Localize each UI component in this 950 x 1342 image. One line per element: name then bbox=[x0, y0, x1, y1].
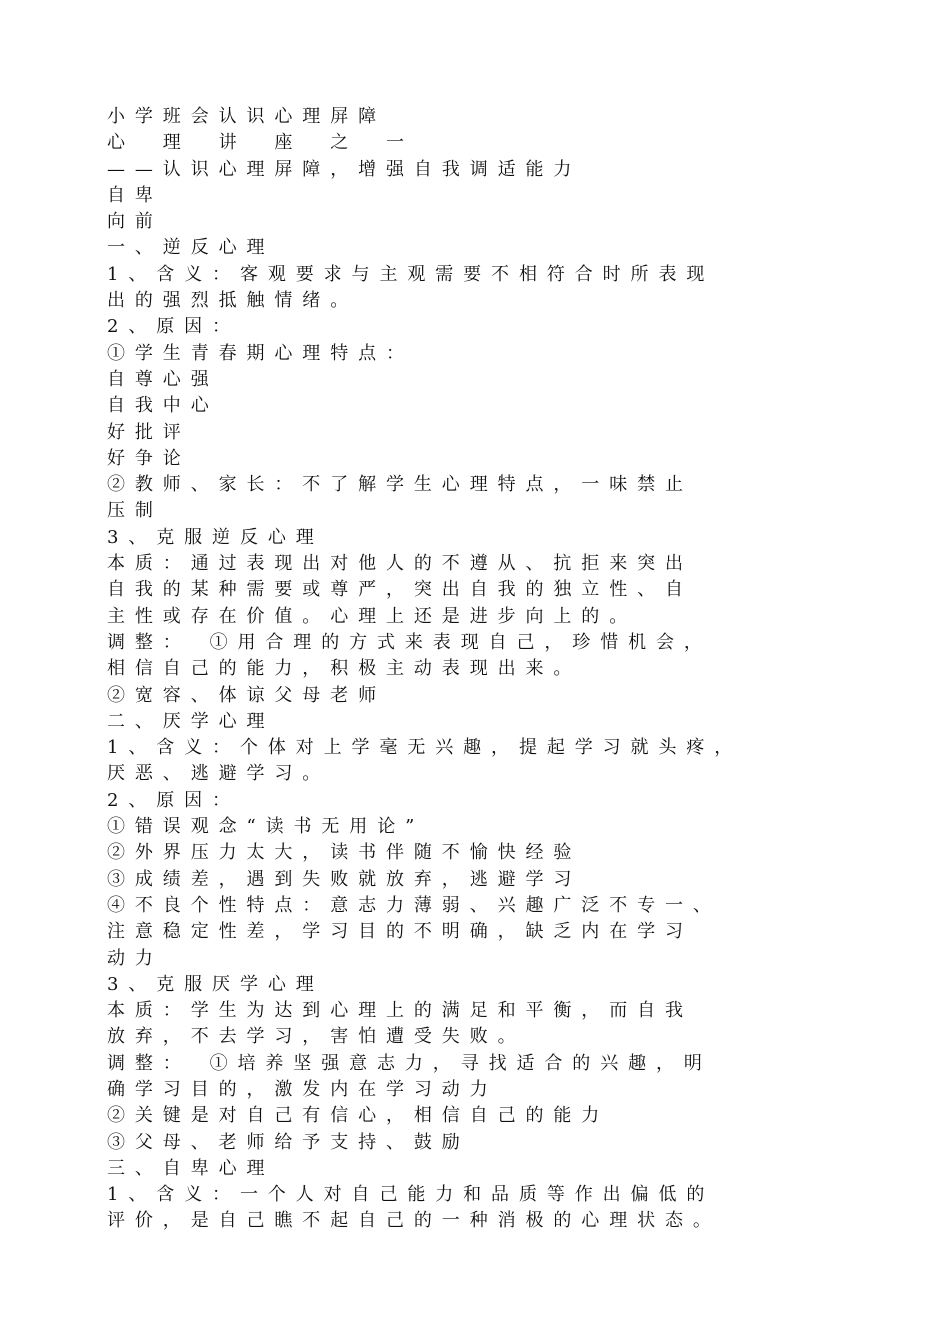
text-line: 动力 bbox=[107, 947, 163, 969]
text-line: ①错误观念“读书无用论” bbox=[107, 816, 425, 838]
text-line: 压制 bbox=[107, 500, 163, 522]
text-line: 2、原因： bbox=[107, 789, 240, 811]
text-line: 自我中心 bbox=[107, 395, 219, 417]
text-line: ③父母、老师给予支持、鼓励 bbox=[107, 1131, 470, 1153]
text-line: ①学生青春期心理特点： bbox=[107, 342, 414, 364]
text-line: ②教师、家长：不了解学生心理特点，一味禁止 bbox=[107, 474, 693, 496]
text-line: 向前 bbox=[107, 211, 163, 233]
text-line: ②关键是对自己有信心，相信自己的能力 bbox=[107, 1105, 610, 1127]
text-line: 注意稳定性差，学习目的不明确，缺乏内在学习 bbox=[107, 921, 693, 943]
text-line: 自我的某种需要或尊严，突出自我的独立性、自 bbox=[107, 579, 693, 601]
text-line: 一、逆反心理 bbox=[107, 237, 275, 259]
text-line: 出的强烈抵触情绪。 bbox=[107, 290, 359, 312]
text-line: 评价，是自己瞧不起自己的一种消极的心理状态。 bbox=[107, 1210, 721, 1232]
text-line: 调整： ①培养坚强意志力，寻找适合的兴趣，明 bbox=[107, 1052, 712, 1074]
text-line: 1、含义：客观要求与主观需要不相符合时所表现 bbox=[107, 263, 715, 285]
text-line: 主性或存在价值。心理上还是进步向上的。 bbox=[107, 605, 638, 627]
text-line: 自尊心强 bbox=[107, 368, 219, 390]
text-line: 三、自卑心理 bbox=[107, 1157, 275, 1179]
text-line: 小学班会认识心理屏障 bbox=[107, 106, 386, 127]
text-line: 本质：通过表现出对他人的不遵从、抗拒来突出 bbox=[107, 553, 693, 575]
text-line: 放弃，不去学习，害怕遭受失败。 bbox=[107, 1026, 526, 1048]
text-line: 2、原因： bbox=[107, 316, 240, 338]
text-line: 自卑 bbox=[107, 184, 163, 206]
text-line: ③成绩差，遇到失败就放弃，逃避学习 bbox=[107, 868, 582, 890]
text-line: 确学习目的，激发内在学习动力 bbox=[107, 1078, 498, 1100]
text-line: 1、含义：一个人对自己能力和品质等作出偏低的 bbox=[107, 1184, 715, 1206]
text-line: 相信自己的能力，积极主动表现出来。 bbox=[107, 658, 582, 680]
text-line: 心 理 讲 座 之 一 bbox=[107, 132, 414, 154]
document-body bbox=[107, 104, 877, 1235]
text-line: 厌恶、逃避学习。 bbox=[107, 763, 331, 785]
text-line: ②外界压力太大，读书伴随不愉快经验 bbox=[107, 842, 582, 864]
text-line: 1、含义：个体对上学毫无兴趣，提起学习就头疼， bbox=[107, 737, 743, 759]
text-line: 3、克服厌学心理 bbox=[107, 973, 324, 995]
text-line: 二、厌学心理 bbox=[107, 710, 275, 732]
text-line: 好争论 bbox=[107, 447, 191, 469]
text-line: 调整： ①用合理的方式来表现自己，珍惜机会， bbox=[107, 631, 712, 653]
text-line: ②宽容、体谅父母老师 bbox=[107, 684, 386, 706]
text-line: ④不良个性特点：意志力薄弱、兴趣广泛不专一、 bbox=[107, 894, 721, 916]
text-line: 好批评 bbox=[107, 421, 191, 443]
text-line: 3、克服逆反心理 bbox=[107, 526, 324, 548]
text-line: ——认识心理屏障，增强自我调适能力 bbox=[107, 158, 582, 180]
text-line: 本质：学生为达到心理上的满足和平衡，而自我 bbox=[107, 1000, 693, 1022]
